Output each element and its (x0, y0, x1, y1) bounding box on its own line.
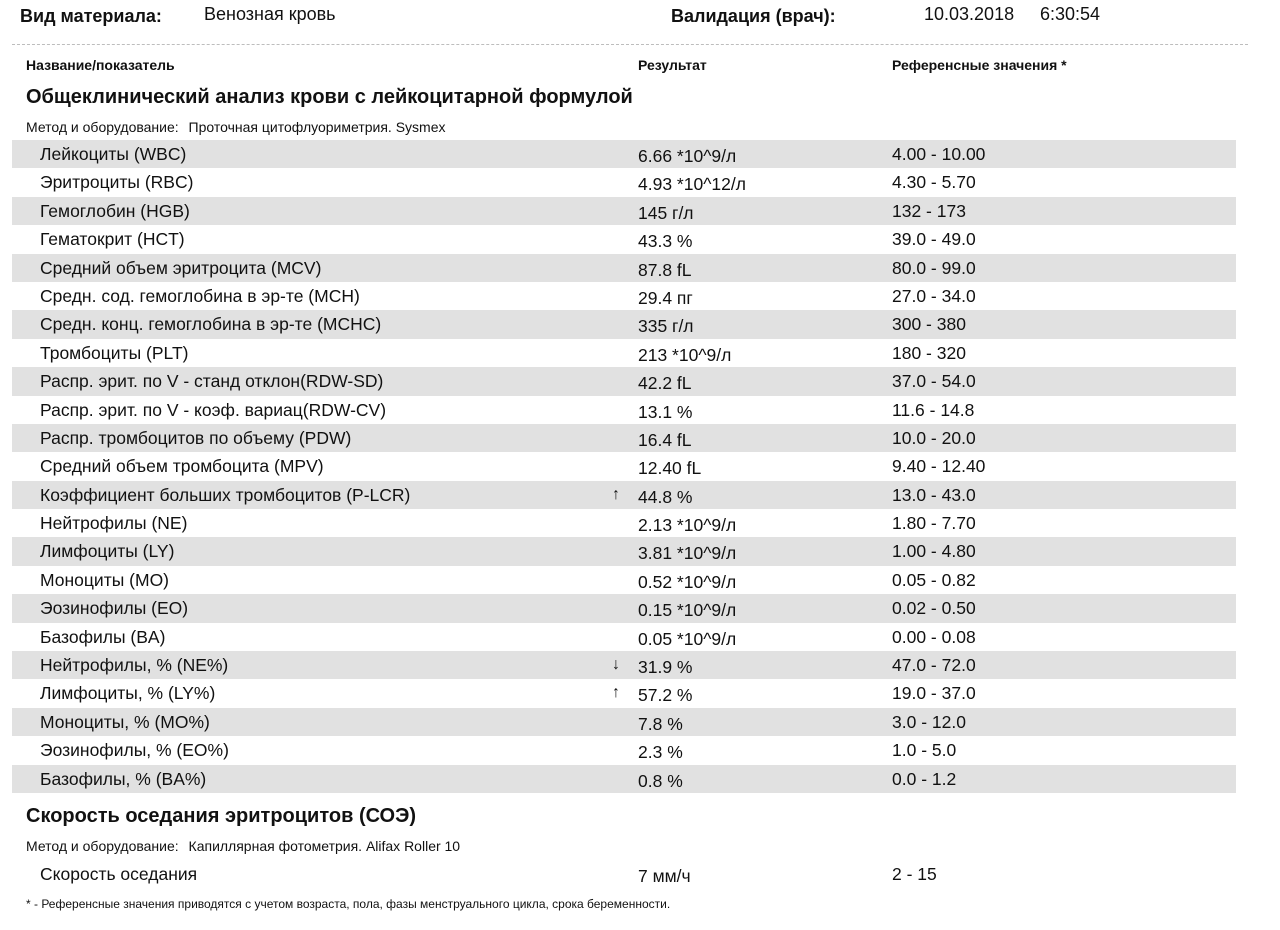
row-reference: 11.6 - 14.8 (892, 399, 975, 420)
row-result: 13.1 % (638, 401, 693, 422)
row-name: Эозинофилы (EO) (40, 598, 189, 619)
row-result: 6.66 *10^9/л (638, 146, 737, 166)
table-row (12, 708, 1236, 736)
validation-date: 10.03.2018 (924, 4, 1015, 24)
row-flag: ↓ (612, 656, 620, 674)
row-result: 145 г/л (638, 202, 694, 223)
row-result: 3.81 *10^9/л (638, 543, 737, 564)
row-reference: 0.0 - 1.2 (892, 768, 957, 789)
row-reference: 19.0 - 37.0 (892, 683, 976, 704)
header-divider (12, 44, 1248, 45)
row-reference: 4.00 - 10.00 (892, 144, 986, 164)
row-name: Эритроциты (RBC) (40, 172, 194, 193)
row-flag: ↑ (612, 684, 620, 702)
table-row (12, 481, 1236, 509)
row-name: Распр. тромбоцитов по объему (PDW) (40, 427, 352, 448)
row-reference: 2 - 15 (892, 864, 937, 884)
row-reference: 39.0 - 49.0 (892, 229, 976, 250)
row-result: 44.8 % (638, 486, 693, 507)
row-result: 0.8 % (638, 770, 683, 791)
table-row (12, 424, 1236, 452)
table-row (12, 310, 1236, 338)
section-title-esr: Скорость оседания эритроцитов (СОЭ) (26, 805, 416, 827)
row-reference: 0.00 - 0.08 (892, 626, 976, 647)
row-reference: 1.80 - 7.70 (892, 513, 976, 534)
table-row (12, 623, 1236, 651)
table-row (12, 140, 1236, 168)
row-reference: 80.0 - 99.0 (892, 257, 976, 278)
row-name: Нейтрофилы (NE) (40, 513, 188, 534)
row-name: Гематокрит (HCT) (40, 229, 185, 250)
table-row (12, 367, 1236, 395)
row-reference: 27.0 - 34.0 (892, 285, 976, 306)
row-name: Лимфоциты (LY) (40, 541, 175, 562)
row-result: 57.2 % (638, 685, 693, 706)
material-value: Венозная кровь (204, 4, 336, 24)
row-name: Средн. сод. гемоглобина в эр-те (MCH) (40, 285, 360, 306)
table-row (12, 225, 1236, 253)
row-name: Моноциты (MO) (40, 569, 170, 590)
method-cbc (26, 119, 445, 135)
row-result: 0.05 *10^9/л (638, 628, 737, 649)
row-result: 87.8 fL (638, 259, 692, 280)
column-header-name: Название/показатель (26, 57, 175, 73)
table-row (12, 679, 1236, 707)
table-row (12, 537, 1236, 565)
table-row (12, 651, 1236, 679)
section-title-cbc: Общеклинический анализ крови с лейкоцитарной формулой (26, 86, 633, 108)
row-result: 29.4 пг (638, 287, 693, 308)
row-reference: 1.0 - 5.0 (892, 740, 957, 761)
table-row (12, 566, 1236, 594)
table-row (12, 594, 1236, 622)
row-name: Распр. эрит. по V - коэф. вариац(RDW-CV) (40, 399, 387, 420)
row-name: Гемоглобин (HGB) (40, 200, 190, 221)
table-row (12, 396, 1236, 424)
row-reference: 0.02 - 0.50 (892, 598, 976, 619)
row-name: Тромбоциты (PLT) (40, 342, 189, 363)
row-name: Распр. эрит. по V - станд отклон(RDW-SD) (40, 371, 384, 392)
row-reference: 180 - 320 (892, 342, 966, 363)
row-result: 0.15 *10^9/л (638, 600, 737, 621)
table-row (12, 736, 1236, 764)
row-reference: 0.05 - 0.82 (892, 569, 976, 590)
row-result: 42.2 fL (638, 373, 692, 394)
report-header (0, 0, 1280, 36)
validation-label: Валидация (врач): (671, 6, 836, 26)
row-name: Коэффициент больших тромбоцитов (P-LCR) (40, 484, 411, 505)
table-row (12, 168, 1236, 196)
row-name: Средний объем эритроцита (MCV) (40, 257, 322, 278)
row-result: 4.93 *10^12/л (638, 174, 746, 195)
row-result: 2.3 % (638, 742, 683, 763)
row-name: Нейтрофилы, % (NE%) (40, 655, 229, 676)
table-row (12, 339, 1236, 367)
table-row-esr (12, 860, 1236, 888)
method-esr (26, 838, 460, 854)
row-result: 335 г/л (638, 316, 694, 337)
row-reference: 10.0 - 20.0 (892, 427, 976, 448)
row-result: 31.9 % (638, 657, 693, 678)
row-name: Средний объем тромбоцита (MPV) (40, 456, 324, 477)
row-name: Моноциты, % (MO%) (40, 711, 210, 732)
column-header-reference: Референсные значения * (892, 57, 1067, 73)
row-result: 0.52 *10^9/л (638, 571, 737, 592)
table-row (12, 452, 1236, 480)
method-label: Метод и оборудование: (26, 838, 179, 854)
method-value: Проточная цитофлуориметрия. Sysmex (188, 119, 446, 135)
row-result: 16.4 fL (638, 429, 692, 450)
row-result: 12.40 fL (638, 458, 702, 479)
row-name: Средн. конц. гемоглобина в эр-те (MCHC) (40, 314, 382, 335)
row-reference: 1.00 - 4.80 (892, 541, 976, 562)
row-name: Лейкоциты (WBC) (40, 144, 187, 164)
column-header-result: Результат (638, 57, 707, 73)
row-reference: 4.30 - 5.70 (892, 172, 976, 193)
row-reference: 132 - 173 (892, 200, 966, 221)
row-name: Базофилы (BA) (40, 626, 166, 647)
footnote: * - Референсные значения приводятся с учетом возраста, пола, фазы менструального цикла, срока беременности. (26, 897, 671, 911)
method-label: Метод и оборудование: (26, 119, 179, 135)
results-table-cbc (12, 140, 1236, 793)
row-flag: ↑ (612, 485, 620, 503)
row-name: Скорость оседания (40, 864, 198, 884)
material-label: Вид материала: (20, 6, 162, 26)
row-result: 43.3 % (638, 231, 693, 252)
validation-time: 6:30:54 (1040, 4, 1101, 24)
row-reference: 300 - 380 (892, 314, 966, 335)
row-reference: 9.40 - 12.40 (892, 456, 986, 477)
row-result: 213 *10^9/л (638, 344, 732, 365)
table-row (12, 197, 1236, 225)
row-name: Базофилы, % (BA%) (40, 768, 207, 789)
row-name: Эозинофилы, % (EO%) (40, 740, 229, 761)
row-result: 2.13 *10^9/л (638, 515, 737, 536)
table-row (12, 765, 1236, 793)
table-row (12, 509, 1236, 537)
row-result: 7.8 % (638, 713, 683, 734)
row-reference: 37.0 - 54.0 (892, 371, 976, 392)
row-name: Лимфоциты, % (LY%) (40, 683, 216, 704)
method-value: Капиллярная фотометрия. Alifax Roller 10 (188, 838, 461, 854)
row-reference: 3.0 - 12.0 (892, 711, 966, 732)
row-result: 7 мм/ч (638, 866, 691, 886)
table-row (12, 282, 1236, 310)
row-reference: 47.0 - 72.0 (892, 655, 976, 676)
table-row (12, 254, 1236, 282)
row-reference: 13.0 - 43.0 (892, 484, 976, 505)
